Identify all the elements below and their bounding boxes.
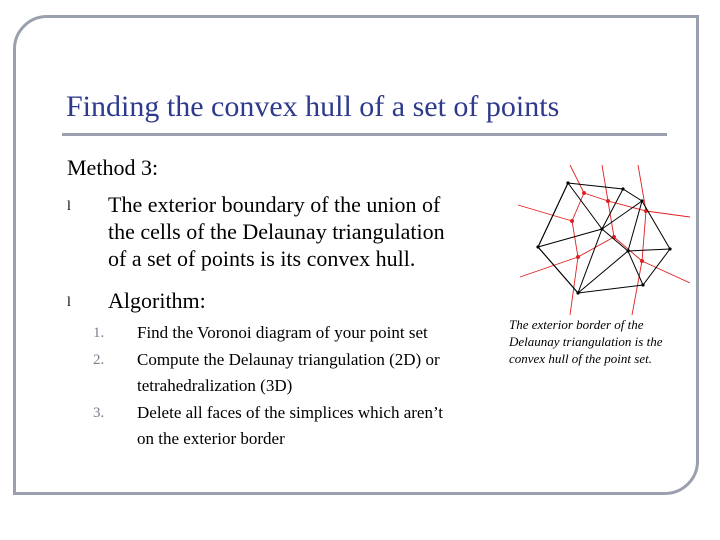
bullet-line: the cells of the Delaunay triangulation — [108, 219, 445, 244]
step-item-2 — [137, 347, 440, 399]
bullet-marker: l — [67, 295, 71, 310]
point-set — [536, 181, 671, 294]
step-line: Compute the Delaunay triangulation (2D) or — [137, 350, 440, 369]
bullet-line: of a set of points is its convex hull. — [108, 246, 416, 271]
bullet-line: The exterior boundary of the union of — [108, 192, 441, 217]
bullet-marker: l — [67, 199, 71, 214]
bullet-item-algorithm — [108, 287, 206, 314]
bullet-line: Algorithm: — [108, 288, 206, 313]
figure-caption: The exterior border of the Delaunay triangulation is the convex hull of the point set. — [509, 317, 663, 366]
bullet-item-boundary — [108, 191, 445, 272]
step-item-3 — [137, 400, 443, 452]
step-number: 2. — [93, 352, 105, 368]
step-line: tetrahedralization (3D) — [137, 376, 293, 395]
title-divider — [62, 133, 667, 136]
slide-title: Finding the convex hull of a set of points — [66, 90, 560, 123]
delaunay-voronoi-figure — [510, 165, 690, 315]
step-item-1 — [137, 320, 428, 346]
step-line: Delete all faces of the simplices which aren’t — [137, 403, 444, 422]
method-heading: Method 3: — [67, 155, 159, 180]
step-line: Find the Voronoi diagram of your point set — [137, 323, 428, 342]
step-number: 1. — [93, 325, 105, 341]
step-number: 3. — [93, 405, 105, 421]
step-line: on the exterior border — [137, 429, 285, 448]
